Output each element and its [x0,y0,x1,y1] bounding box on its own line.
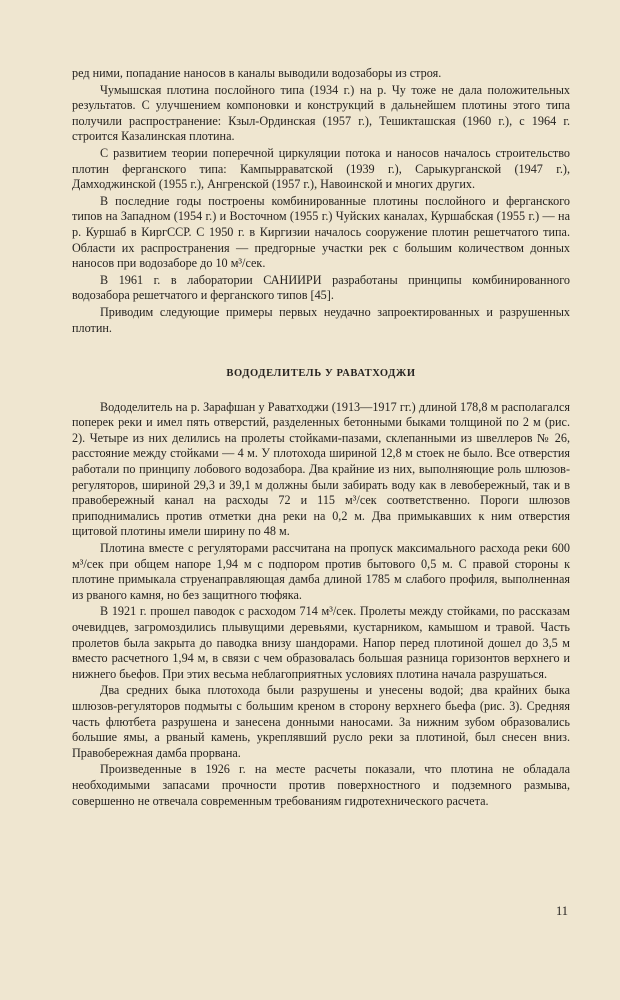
paragraph: ред ними, попадание наносов в каналы выводили водозаборы из строя. [72,66,442,80]
paragraph: С развитием теории поперечной циркуляции потока и наносов началось строительство плотин ферганского типа: Кампырраватской (1939 г.), Сарыкурганской (1947 г.), Дамходжинской (1955 г.), Ангренской (1957 г.), Навоинской и многих других. [72,145,570,192]
paragraph: Плотина вместе с регуляторами рассчитана на пропуск максимального расхода реки 600 м³/сек при общем напоре 1,94 м с подпором против бытового 0,5 м. С правой стороны к плотине примыкала струенаправляющая дамба длиной 1785 м слабого профиля, выполненная из рваного камня, но без защитного тюфяка. [72,541,570,602]
paragraph: Два средних быка плотохода были разрушены и унесены водой; два крайних быка шлюзов-регуляторов подмыты с большим креном в сторону верхнего бьефа (рис. 3). Средняя часть флютбета разрушена и занесена донными наносами. За нижним зубом образовались большие ямы, а рваный камень, укреплявший русло реки за плотиной, был снесен вниз. Правобережная дамба прорвана. [72,683,570,760]
paragraph: Вододелитель на р. Зарафшан у Раватходжи (1913—1917 гг.) длиной 178,8 м располагался поперек реки и имел пять отверстий, разделенных бетонными быками толщиной по 2 м (рис. 2). Четыре из них делились на пролеты стойками-пазами, склепанными из швеллеров № 26, расстояние между стойками — 4 м. У плотохода шириной 12,8 м стоек не было. Все отверстия работали по принципу лобового водозабора. Два крайние из них, выполняющие роль шлюзов-регуляторов, шириной 29,3 и 39,1 м должны были забирать воду как в левобережный, так и в правобережный канал на расходы 72 и 115 м³/сек соответственно. Пороги шлюзов приподнимались против отметки дна реки на 0,2 м. Два примыкавших к ним отверстия щитовой плотины имели ширину по 48 м. [72,399,570,539]
section-heading: ВОДОДЕЛИТЕЛЬ У РАВАТХОДЖИ [226,368,416,380]
text-column [72,66,570,810]
paragraph: В последние годы построены комбинированные плотины послойного и ферганского типов на Западном (1954 г.) и Восточном (1955 г.) Чуйских каналах, Куршабская (1955 г.) — на р. Куршаб в КиргССР. С 1950 г. в Киргизии началось сооружение плотин решетчатого типа. Области их распространения — предгорные участки рек с большим количеством донных наносов при водозаборе до 10 м³/сек. [72,193,570,271]
paragraph: Чумышская плотина послойного типа (1934 г.) на р. Чу тоже не дала положительных результатов. С улучшением компоновки и конструкций в дальнейшем плотины этого типа получили распространение: Кзыл-Ординская (1957 г.), Тешикташская (1960 г.), с 1964 г. строится Казалинская плотина. [72,82,570,144]
paragraph: В 1961 г. в лаборатории САНИИРИ разработаны принципы комбинированного водозабора решетчатого и ферганского типов [45]. [72,272,570,303]
paragraph: Произведенные в 1926 г. на месте расчеты показали, что плотина не обладала необходимыми запасами прочности против поверхностного и подземного размыва, совершенно не отвечала современным требованиям гидротехнического расчета. [72,762,570,808]
paragraph: В 1921 г. прошел паводок с расходом 714 м³/сек. Пролеты между стойками, по рассказам очевидцев, загромоздились плывущими деревьями, кустарником, камышом и травой. Часть пролетов была закрыта до паводка внизу шандорами. Напор перед плотиной дошел до 3,5 м вместо расчетного 1,94 м, в связи с чем образовалась большая разница горизонтов верхнего и нижнего бьефов. При этих весьма неблагоприятных условиях плотина начала разрушаться. [72,604,570,681]
page-number: 11 [555,904,568,918]
paragraph: Приводим следующие примеры первых неудачно запроектированных и разрушенных плотин. [72,304,570,335]
